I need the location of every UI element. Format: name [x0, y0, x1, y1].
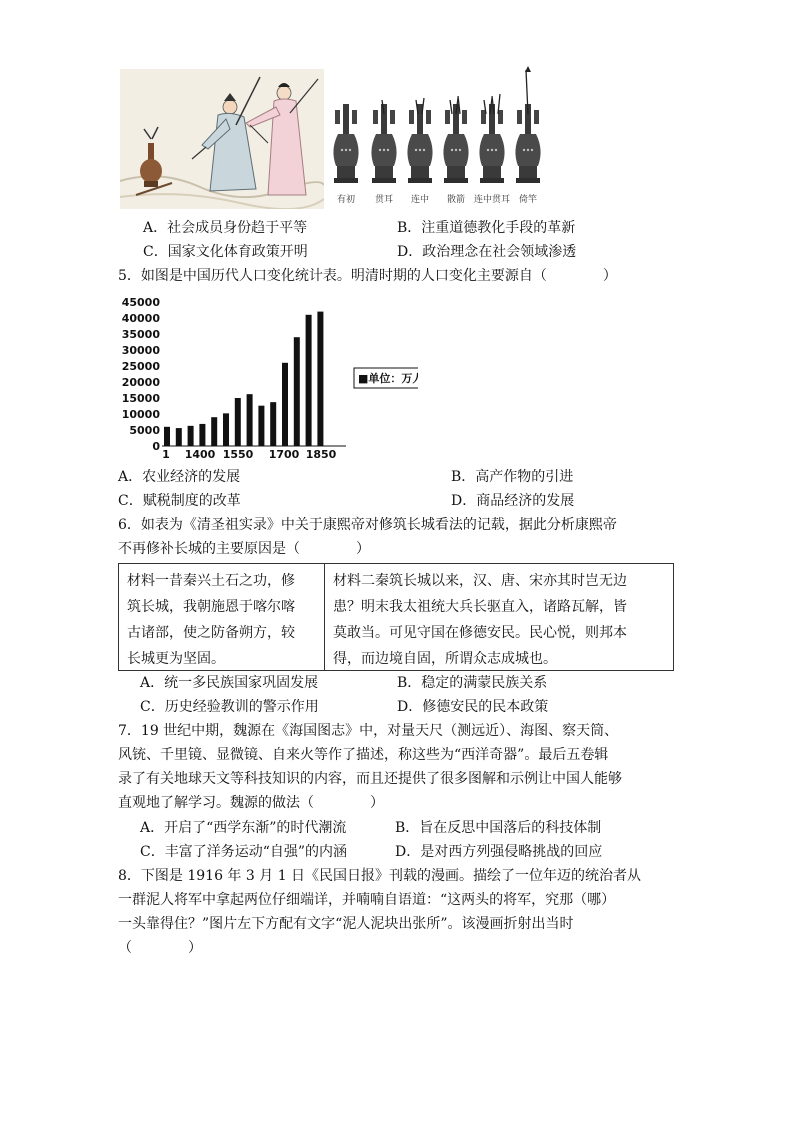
q8-stem-line-3: 一头靠得住？”图片左下方配有文字“泥人泥块出张所”。该漫画折射出当时 [118, 916, 574, 932]
population-bar [235, 398, 241, 446]
q6-stem-line-1: 6．如表为《清圣祖实录》中关于康熙帝对修筑长城看法的记载，据此分析康熙帝 [118, 517, 617, 533]
q8-stem-line-4: （ ） [118, 940, 202, 956]
pitch-pot-diagram [407, 98, 432, 205]
painting-illustration [120, 69, 324, 209]
q4-option-d[interactable]: D．政治理念在社会领域渗透 [397, 244, 577, 260]
q5-stem: 5．如图是中国历代人口变化统计表。明清时期的人口变化主要源自（ ） [118, 268, 617, 284]
q7-option-a[interactable]: A．开启了“西学东渐”的时代潮流 [140, 820, 347, 836]
material-two-line: 莫敢当。可见守国在修德安民。民心悦，则邦本 [333, 625, 627, 641]
q5-option-d[interactable]: D．商品经济的发展 [451, 493, 575, 509]
q7-option-d[interactable]: D．是对西方列强侵略挑战的回应 [395, 844, 603, 860]
y-tick-label: 45000 [121, 296, 160, 309]
material-two-line: 患？明末我太祖统大兵长驱直入，诸路瓦解，皆 [333, 599, 627, 615]
q6-materials-table [118, 563, 674, 671]
pitch-pot-painting [120, 69, 324, 209]
q6-stem-line-2: 不再修补长城的主要原因是（ ） [118, 541, 370, 557]
material-one-line: 材料一昔秦兴土石之功，修 [127, 573, 295, 589]
material-two-cell [325, 564, 673, 670]
pitch-pot-label: 散箭 [446, 195, 466, 205]
material-one-line: 长城更为坚固。 [127, 651, 225, 667]
q6-option-a[interactable]: A．统一多民族国家巩固发展 [140, 675, 319, 691]
x-tick-label: 1850 [305, 448, 337, 460]
q5-option-a[interactable]: A．农业经济的发展 [118, 469, 241, 485]
y-tick-label: 25000 [121, 360, 160, 373]
q6-option-b[interactable]: B．稳定的满蒙民族关系 [397, 675, 548, 691]
q7-stem-line-3: 录了有关地球天文等科技知识的内容，而且还提供了很多图解和示例让中国人能够 [118, 771, 622, 787]
pitch-pot-label: 有初 [336, 195, 356, 205]
x-tick-label: 1 [162, 448, 170, 460]
q7-stem-line-4: 直观地了解学习。魏源的做法（ ） [118, 795, 384, 811]
population-bar [270, 402, 276, 446]
y-tick-label: 20000 [121, 376, 160, 389]
material-one-line: 筑长城，我朝施恩于喀尔喀 [127, 599, 295, 615]
q6-option-c[interactable]: C．历史经验教训的警示作用 [140, 699, 319, 715]
q8-stem-line-2: 一群泥人将军中拿起两位仔细端详，并喃喃自语道：“这两头的将军，究那（哪） [118, 892, 616, 908]
y-tick-label: 10000 [121, 408, 160, 421]
y-tick-label: 30000 [121, 344, 160, 357]
pitch-pot-label: 连中 [410, 195, 430, 205]
material-one-line: 古诸部，使之防备朔方，较 [127, 625, 295, 641]
x-tick-label: 1550 [222, 448, 254, 460]
population-bar [199, 424, 205, 446]
x-tick-label: 1700 [268, 448, 300, 460]
population-bar [294, 337, 300, 446]
pitch-pot-states-svg [330, 66, 566, 208]
q4-option-a[interactable]: A．社会成员身份趋于平等 [143, 220, 308, 236]
x-tick-label: 1400 [184, 448, 216, 460]
q7-option-b[interactable]: B．旨在反思中国落后的科技体制 [395, 820, 602, 836]
pitch-pot-diagram [371, 100, 396, 205]
q5-option-b[interactable]: B．高产作物的引进 [451, 469, 574, 485]
material-one-cell [119, 564, 325, 670]
q7-option-c[interactable]: C．丰富了洋务运动“自强”的内涵 [140, 844, 348, 860]
pitch-pot-diagram [515, 66, 540, 205]
y-tick-label: 5000 [129, 424, 160, 437]
population-bar [188, 426, 194, 446]
pitch-pot-label: 连中贯耳 [473, 195, 511, 205]
q7-stem-line-2: 风铳、千里镜、显微镜、自来火等作了描述，称这些为“西洋奇器”。最后五卷辑 [118, 747, 609, 763]
pitch-pot-states-figure [330, 66, 566, 208]
pitch-pot-diagram [333, 104, 358, 205]
q7-stem-line-1: 7．19 世纪中期，魏源在《海国图志》中，对量天尺（测远近）、海图、察天筒、 [118, 723, 619, 739]
q5-option-c[interactable]: C．赋税制度的改革 [118, 493, 241, 509]
population-bar [247, 394, 253, 446]
population-bar [223, 413, 229, 446]
pitch-pot-diagram [443, 96, 468, 205]
q4-option-c[interactable]: C．国家文化体育政策开明 [143, 244, 308, 260]
population-bar [317, 312, 323, 446]
population-bar [282, 363, 288, 446]
chart-legend: ■单位：万人 [358, 372, 418, 385]
y-tick-label: 15000 [121, 392, 160, 405]
material-two-line: 得，而边境自固，所谓众志成城也。 [333, 651, 557, 667]
material-two-line: 材料二秦筑长城以来，汉、唐、宋亦其时岂无边 [333, 573, 627, 589]
y-tick-label: 35000 [121, 328, 160, 341]
pitch-pot-label: 倚竿 [518, 195, 538, 205]
q6-option-d[interactable]: D．修德安民的民本政策 [397, 699, 549, 715]
pitch-pot-diagram [474, 94, 510, 205]
q8-stem-line-1: 8．下图是 1916 年 3 月 1 日《民国日报》刊载的漫画。描绘了一位年迈的统治者从 [118, 868, 642, 884]
population-chart [118, 294, 418, 460]
q4-option-b[interactable]: B．注重道德教化手段的革新 [397, 220, 576, 236]
y-tick-label: 0 [152, 440, 160, 453]
population-bar [176, 428, 182, 446]
y-tick-label: 40000 [121, 312, 160, 325]
pitch-pot-label: 贯耳 [374, 195, 394, 205]
population-bar [164, 427, 170, 446]
population-chart-svg [118, 294, 418, 460]
population-bar [306, 315, 312, 446]
population-bar [211, 417, 217, 446]
population-bar [258, 406, 264, 446]
